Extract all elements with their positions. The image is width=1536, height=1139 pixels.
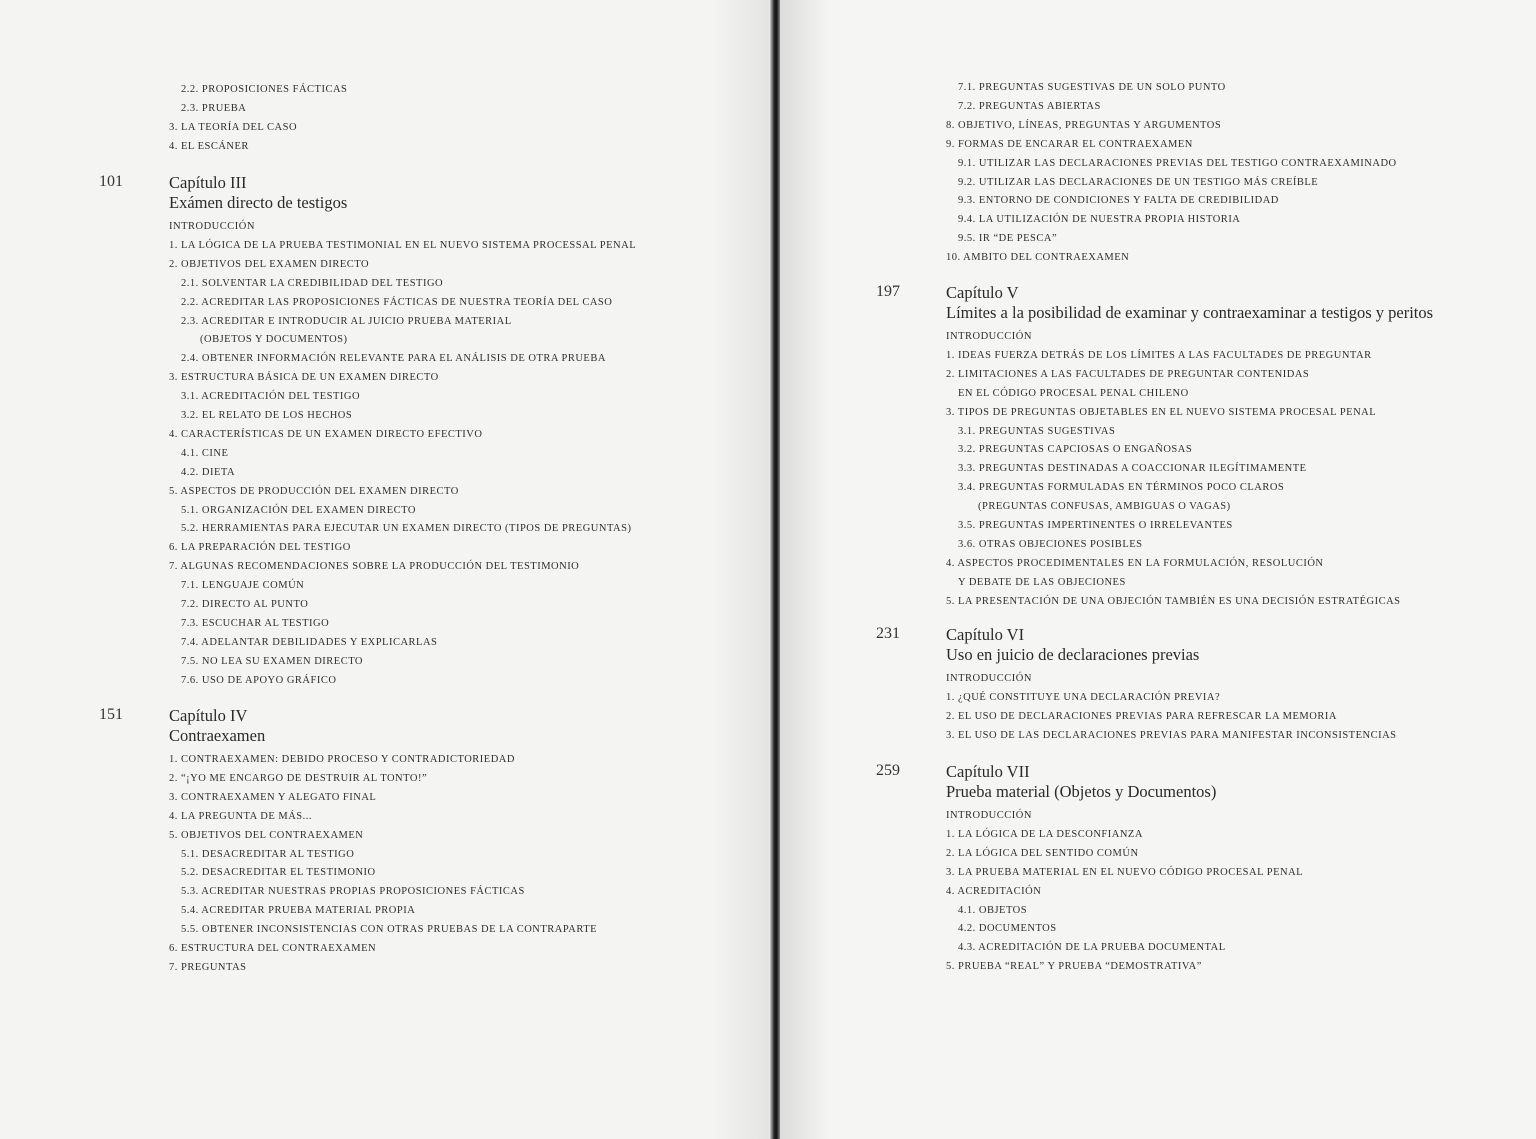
toc-entry: 5. LA PRESENTACIÓN DE UNA OBJECIÓN TAMBIÉN ES UNA DECISIÓN ESTRATÉGICAS	[946, 595, 1401, 607]
toc-entry: 2.3. PRUEBA	[181, 102, 247, 114]
toc-entry: 5.1. ORGANIZACIÓN DEL EXAMEN DIRECTO	[181, 504, 416, 516]
toc-entry: 1. ¿QUÉ CONSTITUYE UNA DECLARACIÓN PREVIA?	[946, 691, 1221, 703]
toc-entry: 3. EL USO DE LAS DECLARACIONES PREVIAS PARA MANIFESTAR INCONSISTENCIAS	[946, 729, 1397, 741]
toc-entry: 9.2. UTILIZAR LAS DECLARACIONES DE UN TESTIGO MÁS CREÍBLE	[958, 176, 1319, 188]
toc-entry: 5. OBJETIVOS DEL CONTRAEXAMEN	[169, 829, 364, 841]
toc-entry: 3.1. ACREDITACIÓN DEL TESTIGO	[181, 391, 361, 403]
toc-entry: 2. OBJETIVOS DEL EXAMEN DIRECTO	[169, 258, 370, 270]
toc-entry: 2.4. OBTENER INFORMACIÓN RELEVANTE PARA EL ANÁLISIS DE OTRA PRUEBA	[181, 353, 606, 365]
toc-entry: 3. ESTRUCTURA BÁSICA DE UN EXAMEN DIRECTO	[169, 372, 439, 384]
toc-entry: 10. AMBITO DEL CONTRAEXAMEN	[946, 252, 1130, 264]
toc-entry: 5.2. DESACREDITAR EL TESTIMONIO	[181, 867, 376, 879]
toc-entry: 4. ACREDITACIÓN	[946, 885, 1042, 897]
toc-entry: (OBJETOS Y DOCUMENTOS)	[200, 334, 348, 346]
toc-entry: 1. CONTRAEXAMEN: DEBIDO PROCESO Y CONTRADICTORIEDAD	[169, 754, 515, 765]
toc-entry: 5. ASPECTOS DE PRODUCCIÓN DEL EXAMEN DIRECTO	[169, 485, 459, 497]
right-page	[780, 0, 1536, 1139]
toc-entry: 3.4. PREGUNTAS FORMULADAS EN TÉRMINOS POCO CLAROS	[958, 482, 1285, 494]
toc-entry: EN EL CÓDIGO PROCESAL PENAL CHILENO	[958, 387, 1189, 399]
toc-entry: 9.5. IR “DE PESCA”	[958, 233, 1058, 245]
toc-entry: 4. EL ESCÁNER	[169, 140, 249, 152]
toc-entry: INTRODUCCIÓN	[169, 221, 255, 232]
toc-entry: 3.1. PREGUNTAS SUGESTIVAS	[958, 425, 1116, 437]
chapter-label: Capítulo VI	[946, 625, 1025, 644]
toc-entry: 7. ALGUNAS RECOMENDACIONES SOBRE LA PRODUCCIÓN DEL TESTIMONIO	[169, 561, 580, 573]
toc-entry: 6. ESTRUCTURA DEL CONTRAEXAMEN	[169, 943, 377, 954]
chapter-page-number: 197	[876, 283, 900, 300]
toc-entry: 5.2. HERRAMIENTAS PARA EJECUTAR UN EXAMEN DIRECTO (TIPOS DE PREGUNTAS)	[181, 523, 632, 535]
toc-entry: 3.3. PREGUNTAS DESTINADAS A COACCIONAR ILEGÍTIMAMENTE	[958, 463, 1307, 475]
toc-entry: 6. LA PREPARACIÓN DEL TESTIGO	[169, 542, 351, 554]
toc-entry: Y DEBATE DE LAS OBJECIONES	[958, 576, 1126, 588]
toc-entry: 3.5. PREGUNTAS IMPERTINENTES O IRRELEVANTES	[958, 520, 1233, 531]
toc-entry: 9. FORMAS DE ENCARAR EL CONTRAEXAMEN	[946, 138, 1193, 150]
toc-entry: 3. TIPOS DE PREGUNTAS OBJETABLES EN EL NUEVO SISTEMA PROCESAL PENAL	[946, 406, 1377, 418]
toc-entry: 5. PRUEBA “REAL” Y PRUEBA “DEMOSTRATIVA”	[946, 961, 1202, 973]
chapter-title: Uso en juicio de declaraciones previas	[946, 645, 1200, 664]
toc-entry: 2.2. ACREDITAR LAS PROPOSICIONES FÁCTICAS DE NUESTRA TEORÍA DEL CASO	[181, 296, 613, 308]
toc-entry: INTRODUCCIÓN	[946, 810, 1032, 821]
toc-entry: 3.2. PREGUNTAS CAPCIOSAS O ENGAÑOSAS	[958, 444, 1193, 456]
chapter-label: Capítulo III	[169, 173, 247, 192]
chapter-title: Prueba material (Objetos y Documentos)	[946, 782, 1217, 801]
toc-entry: 7.2. DIRECTO AL PUNTO	[181, 599, 309, 610]
toc-entry: 3. CONTRAEXAMEN Y ALEGATO FINAL	[169, 791, 377, 803]
toc-entry: 4.1. OBJETOS	[958, 904, 1028, 916]
toc-entry: 2. EL USO DE DECLARACIONES PREVIAS PARA REFRESCAR LA MEMORIA	[946, 710, 1337, 722]
toc-entry: 4. CARACTERÍSTICAS DE UN EXAMEN DIRECTO EFECTIVO	[169, 428, 483, 440]
toc-entry: 7.5. NO LEA SU EXAMEN DIRECTO	[181, 655, 364, 667]
toc-entry: 1. LA LÓGICA DE LA PRUEBA TESTIMONIAL EN EL NUEVO SISTEMA PROCESSAL PENAL	[169, 239, 637, 251]
toc-entry: 5.4. ACREDITAR PRUEBA MATERIAL PROPIA	[181, 905, 416, 917]
toc-entry: 3.2. EL RELATO DE LOS HECHOS	[181, 410, 353, 421]
toc-entry: 7.3. ESCUCHAR AL TESTIGO	[181, 617, 330, 629]
toc-entry: 4.3. ACREDITACIÓN DE LA PRUEBA DOCUMENTAL	[958, 942, 1226, 954]
chapter-title: Contraexamen	[169, 726, 266, 745]
chapter-label: Capítulo VII	[946, 762, 1030, 781]
toc-entry: 3. LA TEORÍA DEL CASO	[169, 121, 298, 133]
toc-entry: 7.2. PREGUNTAS ABIERTAS	[958, 100, 1101, 112]
chapter-label: Capítulo V	[946, 283, 1019, 302]
toc-entry: 1. IDEAS FUERZA DETRÁS DE LOS LÍMITES A LAS FACULTADES DE PREGUNTAR	[946, 349, 1372, 361]
toc-entry: 2. LA LÓGICA DEL SENTIDO COMÚN	[946, 847, 1139, 859]
chapter-label: Capítulo IV	[169, 706, 248, 725]
toc-entry: 4.2. DIETA	[181, 466, 236, 478]
toc-entry: 4. LA PREGUNTA DE MÁS...	[169, 810, 313, 822]
chapter-title: Exámen directo de testigos	[169, 193, 348, 212]
toc-entry: 2.3. ACREDITAR E INTRODUCIR AL JUICIO PRUEBA MATERIAL	[181, 315, 512, 327]
toc-entry: 5.1. DESACREDITAR AL TESTIGO	[181, 848, 355, 860]
toc-entry: (PREGUNTAS CONFUSAS, AMBIGUAS O VAGAS)	[978, 501, 1231, 513]
toc-entry: 9.1. UTILIZAR LAS DECLARACIONES PREVIAS DEL TESTIGO CONTRAEXAMINADO	[958, 157, 1397, 169]
chapter-title: Límites a la posibilidad de examinar y contraexaminar a testigos y peritos	[946, 303, 1434, 322]
chapter-page-number: 259	[876, 762, 900, 779]
chapter-page-number: 101	[99, 173, 123, 190]
toc-entry: 8. OBJETIVO, LÍNEAS, PREGUNTAS Y ARGUMENTOS	[946, 119, 1222, 131]
toc-entry: 2.1. SOLVENTAR LA CREDIBILIDAD DEL TESTIGO	[181, 277, 444, 289]
toc-entry: INTRODUCCIÓN	[946, 331, 1032, 342]
toc-entry: 1. LA LÓGICA DE LA DESCONFIANZA	[946, 828, 1143, 840]
toc-entry: 7.6. USO DE APOYO GRÁFICO	[181, 674, 337, 686]
toc-entry: 5.3. ACREDITAR NUESTRAS PROPIAS PROPOSICIONES FÁCTICAS	[181, 886, 525, 898]
toc-entry: 7.1. LENGUAJE COMÚN	[181, 580, 305, 592]
toc-entry: 7.4. ADELANTAR DEBILIDADES Y EXPLICARLAS	[181, 636, 438, 648]
toc-entry: 7.1. PREGUNTAS SUGESTIVAS DE UN SOLO PUNTO	[958, 82, 1226, 93]
toc-entry: 2. “¡YO ME ENCARGO DE DESTRUIR AL TONTO!”	[169, 772, 428, 784]
chapter-page-number: 151	[99, 706, 123, 723]
toc-entry: 7. PREGUNTAS	[169, 961, 247, 973]
toc-entry: INTRODUCCIÓN	[946, 673, 1032, 684]
toc-entry: 5.5. OBTENER INCONSISTENCIAS CON OTRAS PRUEBAS DE LA CONTRAPARTE	[181, 924, 598, 936]
toc-entry: 9.4. LA UTILIZACIÓN DE NUESTRA PROPIA HISTORIA	[958, 214, 1241, 226]
toc-entry: 3. LA PRUEBA MATERIAL EN EL NUEVO CÓDIGO PROCESAL PENAL	[946, 866, 1304, 878]
toc-entry: 9.3. ENTORNO DE CONDICIONES Y FALTA DE CREDIBILIDAD	[958, 195, 1279, 207]
toc-entry: 2. LIMITACIONES A LAS FACULTADES DE PREGUNTAR CONTENIDAS	[946, 368, 1310, 380]
chapter-page-number: 231	[876, 625, 900, 642]
toc-entry: 2.2. PROPOSICIONES FÁCTICAS	[181, 84, 348, 95]
toc-entry: 4. ASPECTOS PROCEDIMENTALES EN LA FORMULACIÓN, RESOLUCIÓN	[946, 557, 1324, 569]
toc-entry: 4.2. DOCUMENTOS	[958, 923, 1057, 935]
toc-entry: 4.1. CINE	[181, 447, 229, 459]
toc-entry: 3.6. OTRAS OBJECIONES POSIBLES	[958, 538, 1143, 550]
